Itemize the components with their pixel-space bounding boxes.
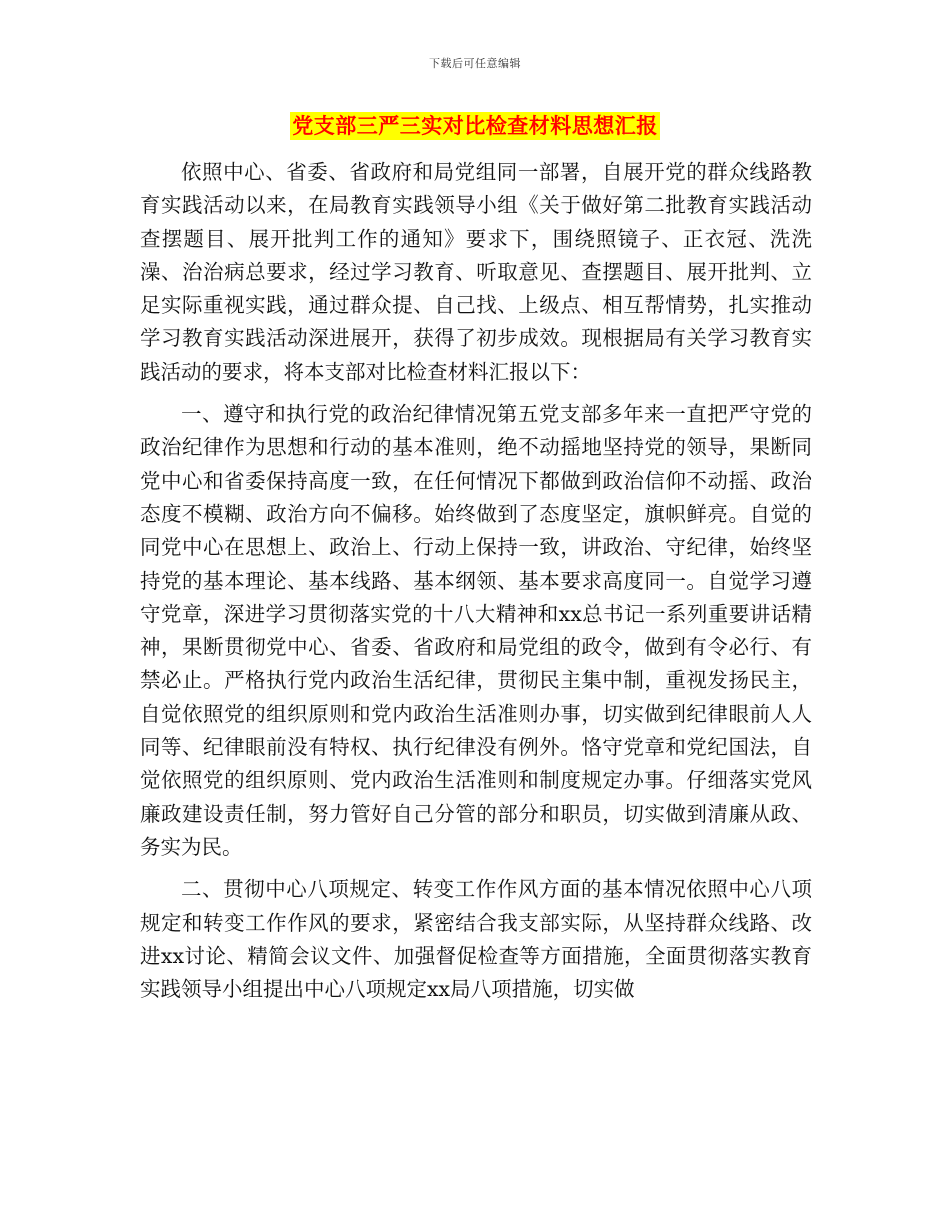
header-note: 下载后可任意编辑 (429, 57, 521, 70)
paragraph-section-2: 二、贯彻中心八项规定、转变工作作风方面的基本情况依照中心八项规定和转变工作作风的要求，紧密结合我支部实际，从坚持群众线路、改进xx讨论、精简会议文件、加强督促检查等方面措施，全面贯彻落实教育实践领导小组提出中心八项规定xx局八项措施，切实做 (140, 877, 812, 1002)
document-title: 党支部三严三实对比检查材料思想汇报 (292, 113, 658, 138)
paragraph-section-1: 一、遵守和执行党的政治纪律情况第五党支部多年来一直把严守党的政治纪律作为思想和行动的基本准则，绝不动摇地坚持党的领导，果断同党中心和省委保持高度一致，在任何情况下都做到政治信仰不动摇、政治态度不模糊、政治方向不偏移。始终做到了态度坚定，旗帜鲜亮。自觉的同党中心在思想上、政治上、行动上保持一致，讲政治、守纪律，始终坚持党的基本理论、基本线路、基本纲领、基本要求高度同一。自觉学习遵守党章，深进学习贯彻落实党的十八大精神和xx总书记一系列重要讲话精神，果断贯彻党中心、省委、省政府和局党组的政令，做到有令必行、有禁必止。严格执行党内政治生活纪律，贯彻民主集中制，重视发扬民主，自觉依照党的组织原则和党内政治生活准则办事，切实做到纪律眼前人人同等、纪律眼前没有特权、执行纪律没有例外。恪守党章和党纪国法，自觉依照党的组织原则、党内政治生活准则和制度规定办事。仔细落实党风廉政建设责任制，努力管好自己分管的部分和职员，切实做到清廉从政、务实为民。 (140, 402, 812, 859)
document-body (140, 156, 812, 1015)
paragraph-intro: 依照中心、省委、省政府和局党组同一部署，自展开党的群众线路教育实践活动以来，在局教育实践领导小组《关于做好第二批教育实践活动查摆题目、展开批判工作的通知》要求下，围绕照镜子、正衣冠、洗洗澡、治治病总要求，经过学习教育、听取意见、查摆题目、展开批判、立足实际重视实践，通过群众提、自己找、上级点、相互帮情势，扎实推动学习教育实践活动深进展开，获得了初步成效。现根据局有关学习教育实践活动的要求，将本支部对比检查材料汇报以下： (140, 160, 812, 384)
title-wrap (0, 112, 950, 140)
